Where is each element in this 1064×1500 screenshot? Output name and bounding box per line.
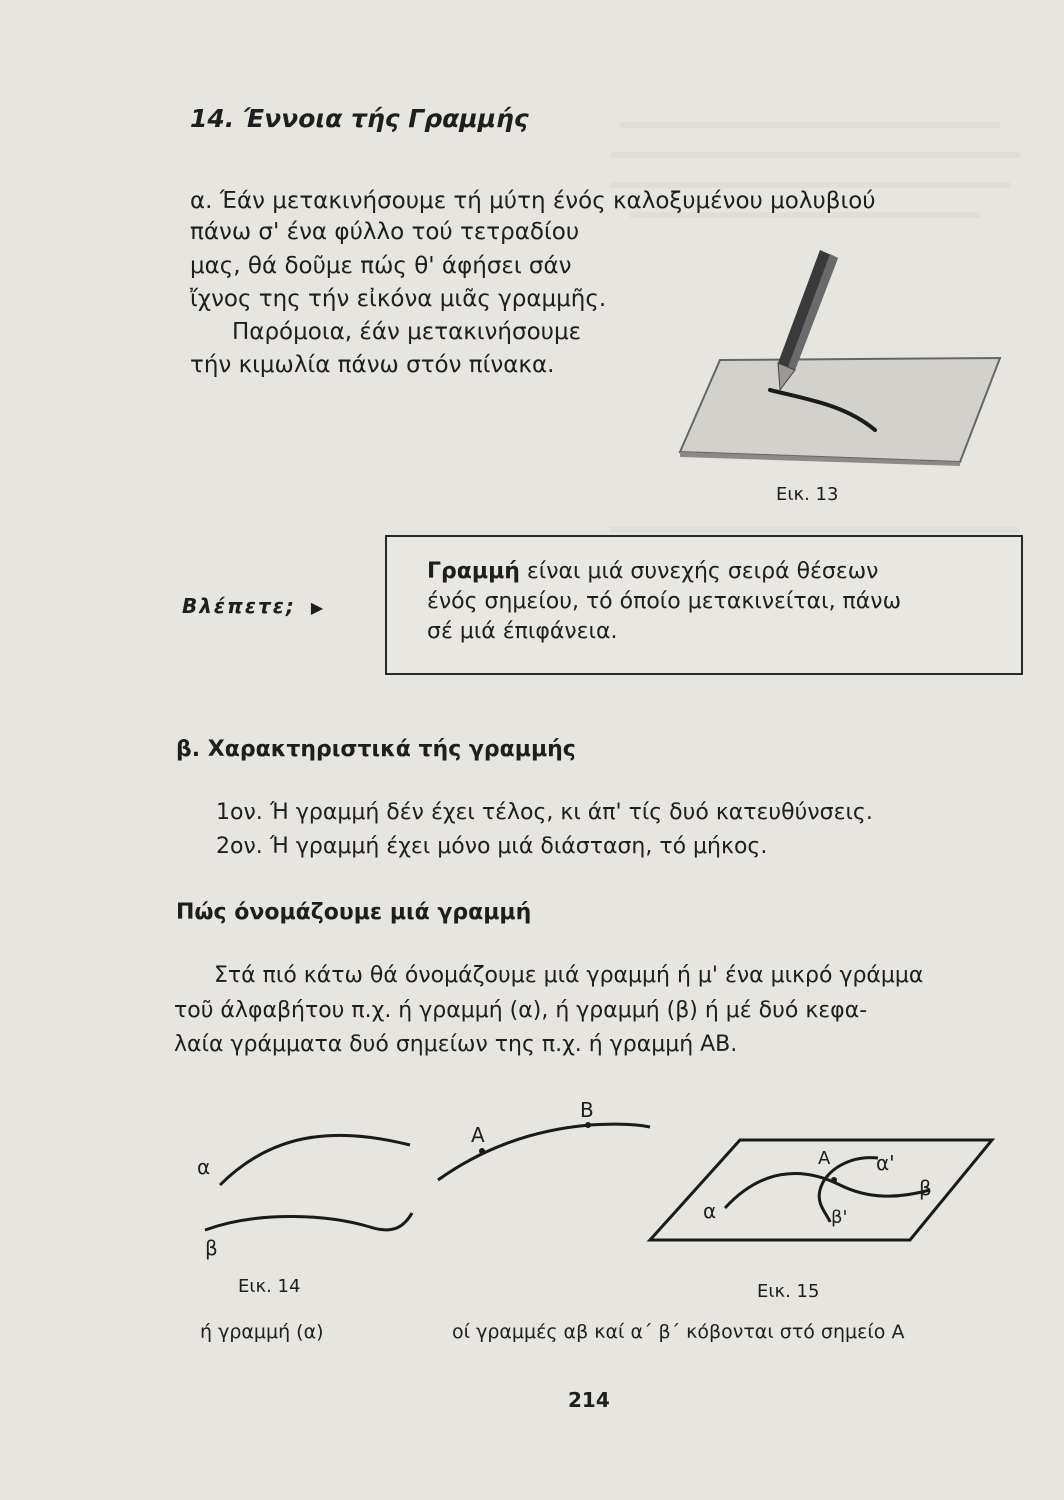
arrow-right-icon: ▶ (310, 598, 326, 617)
definition-line-3: σέ μιά έπιφάνεια. (427, 619, 618, 644)
fig14-label-A: Α (471, 1123, 485, 1147)
line-a-b (725, 1173, 930, 1208)
point-A (479, 1148, 485, 1154)
definition-line-1-rest: είναι μιά συνεχής σειρά θέσεων (519, 559, 879, 584)
see-label (182, 594, 325, 618)
definition-line-2: ένός σημείου, τό όποίο μετακινείται, πάνω (427, 589, 902, 614)
figure-15-caption: Εικ. 15 (757, 1281, 820, 1302)
section-title: 14. Έννοια τής Γραμμής (190, 104, 529, 133)
line-a (220, 1135, 410, 1185)
figure-13-pencil-drawing (670, 230, 1030, 480)
characteristic-item-1: 1ον. Ή γραμμή δέν έχει τέλος, κι άπ' τίς δυό κατευθύνσεις. (216, 800, 873, 825)
fig15-label-a-prime: α' (876, 1151, 895, 1175)
fig15-label-a: α (703, 1199, 717, 1223)
point-B (585, 1122, 591, 1128)
line-AB (438, 1124, 650, 1180)
naming-line-1: Στά πιό κάτω θά όνομάζουμε μιά γραμμή ή μ' ένα μικρό γράμμα (214, 963, 924, 988)
intersection-point-A (831, 1177, 837, 1183)
paragraph-a-line-3: μας, θά δοῦμε πώς θ' άφήσει σάν (190, 253, 572, 279)
definition-box (385, 535, 1023, 675)
section-b-heading: β. Χαρακτηριστικά τής γραμμής (176, 737, 576, 762)
paragraph-a-line-6: τήν κιμωλία πάνω στόν πίνακα. (190, 352, 555, 378)
fig15-label-A: Α (818, 1148, 831, 1169)
definition-line-1 (427, 557, 901, 587)
see-label-text: Βλέπετε; (182, 594, 296, 618)
fig15-label-b-prime: β' (831, 1207, 848, 1228)
fig14-label-b: β (205, 1236, 218, 1260)
line-b (205, 1213, 412, 1230)
paragraph-a-line-4: ἴχνος της τήν εἰκόνα μιᾶς γραμμῆς. (190, 286, 607, 312)
fig15-label-b: β (919, 1176, 932, 1200)
fig14-label-B: Β (580, 1098, 594, 1122)
characteristic-item-2: 2ον. Ή γραμμή έχει μόνο μιά διάσταση, τό μήκος. (216, 834, 768, 859)
paragraph-a-line-1: α. Έάν μετακινήσουμε τή μύτη ένός καλοξυμένου μολυβιού (190, 188, 876, 214)
figure-13-caption: Εικ. 13 (776, 484, 839, 505)
paragraph-a-line-2: πάνω σ' ένα φύλλο τού τετραδίου (190, 219, 580, 245)
figure-14-subcaption: ή γραμμή (α) (200, 1321, 324, 1343)
definition-term: Γραμμή (427, 559, 520, 584)
page-number: 214 (568, 1388, 610, 1412)
paragraph-a-line-5: Παρόμοια, έάν μετακινήσουμε (232, 319, 582, 345)
fig14-label-a: α (197, 1155, 211, 1179)
naming-line-2: τοῦ άλφαβήτου π.χ. ή γραμμή (α), ή γραμμή (β) ή μέ δυό κεφα- (174, 998, 868, 1023)
figure-14-caption: Εικ. 14 (238, 1276, 301, 1297)
definition-text (427, 557, 901, 647)
naming-heading: Πώς όνομάζουμε μιά γραμμή (176, 900, 532, 925)
naming-line-3: λαία γράμματα δυό σημείων της π.χ. ή γραμμή ΑΒ. (174, 1032, 738, 1057)
figure-15-subcaption: οί γραμμές αβ καί α΄ β΄ κόβονται στό σημείο Α (452, 1321, 905, 1343)
